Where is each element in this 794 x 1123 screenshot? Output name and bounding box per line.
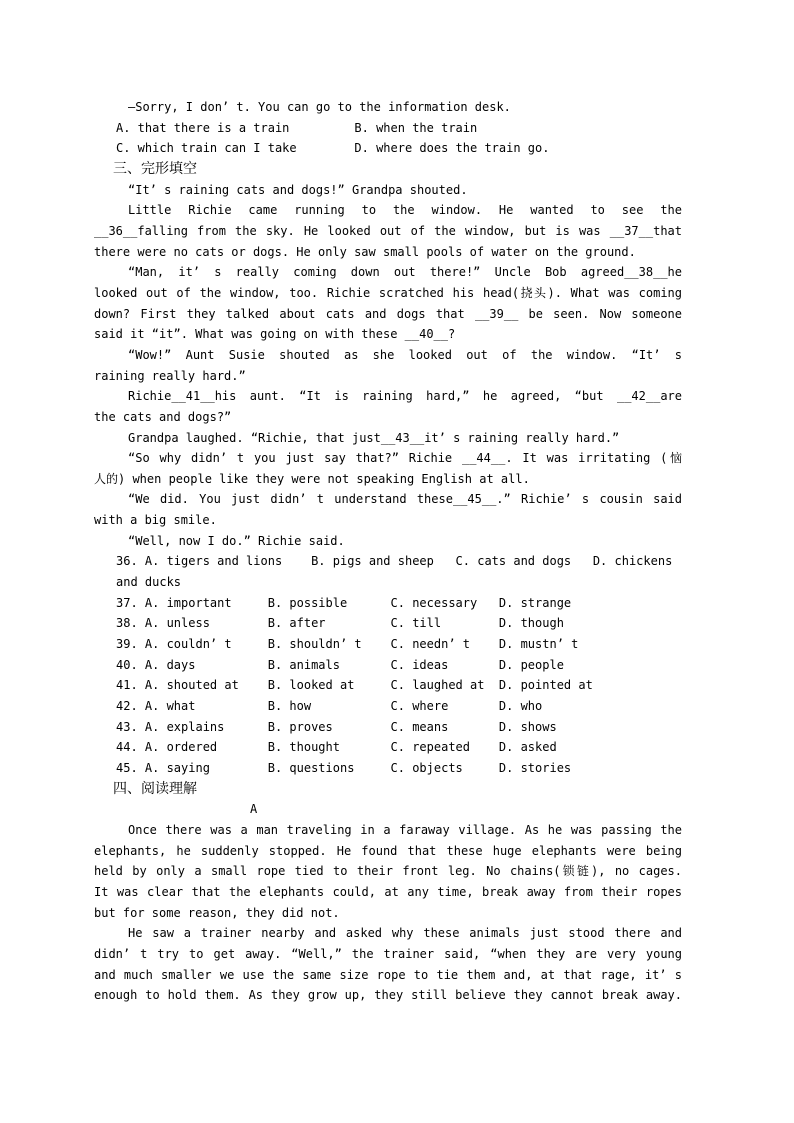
cloze-passage-line: the cats and dogs?”: [94, 409, 232, 424]
reading-passage-line: and much smaller we use the same size rope to tie them and, at that rage, it’ s: [94, 967, 682, 982]
cloze-passage-line: “Wow!” Aunt Susie shouted as she looked out of the window. “It’ s: [128, 347, 682, 362]
section-heading-cloze: 三、完形填空: [113, 160, 197, 177]
cloze-passage-line: “It’ s raining cats and dogs!” Grandpa shouted.: [128, 182, 468, 197]
section-heading-reading: 四、阅读理解: [113, 780, 197, 797]
cloze-question-line: 38. A. unless B. after C. till D. though: [116, 616, 564, 631]
cloze-passage-line: looked out of the window, too. Richie scratched his head(挠头). What was coming: [94, 285, 682, 300]
cloze-passage-line: “We did. You just didn’ t understand these__45__.” Richie’ s cousin said: [128, 492, 682, 507]
cloze-question-line: and ducks: [116, 575, 182, 590]
reading-passage-line: It was clear that the elephants could, at any time, break away from their ropes: [94, 884, 682, 899]
cloze-question-line: 43. A. explains B. proves C. means D. shows: [116, 719, 557, 734]
reading-passage-line: Once there was a man traveling in a faraway village. As he was passing the: [128, 822, 682, 837]
cloze-passage-line: with a big smile.: [94, 513, 217, 528]
cloze-question-line: 36. A. tigers and lions B. pigs and sheep C. cats and dogs D. chickens: [116, 554, 673, 569]
cloze-question-line: 40. A. days B. animals C. ideas D. people: [116, 657, 564, 672]
cloze-question-line: 42. A. what B. how C. where D. who: [116, 699, 543, 714]
dialogue-line: —Sorry, I don’ t. You can go to the information desk.: [128, 100, 511, 114]
reading-passage-line: enough to hold them. As they grow up, they still believe they cannot break away.: [94, 988, 682, 1003]
cloze-question-line: 39. A. couldn’ t B. shouldn’ t C. needn’ t D. mustn’ t: [116, 637, 579, 652]
cloze-passage-line: Grandpa laughed. “Richie, that just__43__it’ s raining really hard.”: [128, 430, 620, 445]
cloze-question-line: 41. A. shouted at B. looked at C. laughed at D. pointed at: [116, 678, 593, 693]
cloze-question-line: 44. A. ordered B. thought C. repeated D. asked: [116, 740, 557, 755]
cloze-passage-line: __36__falling from the sky. He looked out of the window, but is was __37__that: [94, 223, 682, 238]
cloze-passage-line: Little Richie came running to the window. He wanted to see the: [128, 203, 682, 218]
reading-passage-line: but for some reason, they did not.: [94, 905, 340, 920]
cloze-passage-line: said it “it”. What was going on with these __40__?: [94, 327, 456, 342]
dialogue-line: C. which train can I take D. where does the train go.: [116, 141, 550, 156]
text-block: [94, 97, 682, 1006]
cloze-question-line: 37. A. important B. possible C. necessary D. strange: [116, 595, 572, 610]
reading-passage-line: didn’ t try to get away. “Well,” the trainer said, “when they are very young: [94, 946, 682, 961]
cloze-passage-line: “Well, now I do.” Richie said.: [128, 533, 345, 548]
cloze-passage-line: “So why didn’ t you just say that?” Richie __44__. It was irritating (恼: [128, 451, 682, 466]
cloze-passage-line: down? First they talked about cats and dogs that __39__ be seen. Now someone: [94, 306, 682, 321]
cloze-passage-line: there were no cats or dogs. He only saw small pools of water on the ground.: [94, 244, 636, 259]
cloze-passage-line: 人的) when people like they were not speaking English at all.: [94, 471, 530, 486]
cloze-passage-line: “Man, it’ s really coming down out there!” Uncle Bob agreed__38__he: [128, 265, 682, 280]
cloze-question-line: 45. A. saying B. questions C. objects D. stories: [116, 761, 572, 775]
reading-passage-line: elephants, he suddenly stopped. He found that these huge elephants were being: [94, 843, 682, 858]
reading-passage-line: held by only a small rope tied to their front leg. No chains(锁链), no cages.: [94, 864, 682, 879]
cloze-passage-line: Richie__41__his aunt. “It is raining hard,” he agreed, “but __42__are: [128, 389, 682, 404]
passage-label: A: [250, 802, 258, 817]
cloze-passage-line: raining really hard.”: [94, 368, 246, 383]
dialogue-line: A. that there is a train B. when the train: [116, 120, 478, 135]
reading-passage-line: He saw a trainer nearby and asked why these animals just stood there and: [128, 926, 682, 941]
